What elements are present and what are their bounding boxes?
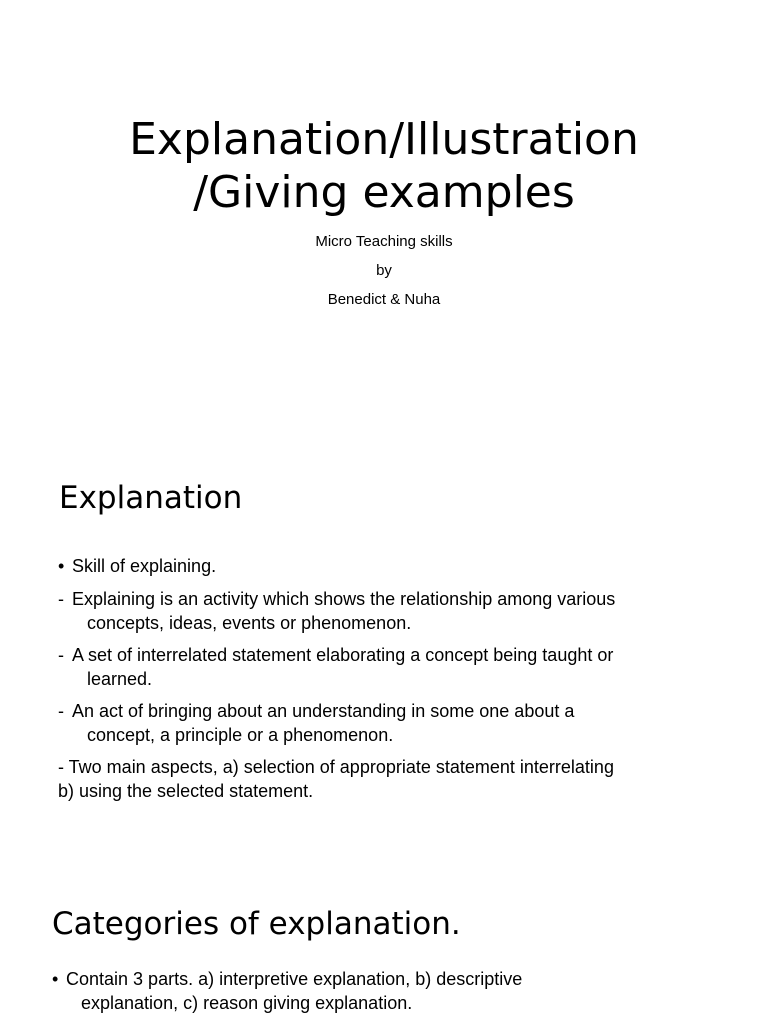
slide-title-line-1: Explanation/Illustration: [129, 114, 639, 165]
list-item-text: An act of bringing about an understanding in some one about a: [72, 701, 575, 721]
bullet-marker: •: [58, 556, 65, 576]
subtitle-line-2: by: [376, 262, 392, 279]
list-item: [58, 643, 718, 691]
list-item-text: A set of interrelated statement elaborating a concept being taught or: [72, 645, 614, 665]
list-item-text: Explaining is an activity which shows the relationship among various: [72, 589, 616, 609]
list-item-text: Contain 3 parts. a) interpretive explanation, b) descriptive: [66, 969, 523, 989]
subtitle-line-1: Micro Teaching skills: [315, 233, 453, 250]
list-item-text-continued: concepts, ideas, events or phenomenon.: [87, 613, 412, 633]
dash-marker: -: [58, 701, 64, 721]
list-item: [58, 554, 718, 578]
list-item: [58, 587, 718, 635]
list-item-text-continued: concept, a principle or a phenomenon.: [87, 725, 394, 745]
slide-title: [0, 113, 768, 219]
slide-title-line-2: /Giving examples: [193, 167, 575, 218]
list-item: [52, 967, 712, 1015]
dash-marker: -: [58, 589, 64, 609]
list-item-text-continued: learned.: [87, 669, 153, 689]
dash-marker: -: [58, 645, 64, 665]
list-item-text-continued: explanation, c) reason giving explanation.: [81, 993, 413, 1013]
section-heading-categories: Categories of explanation.: [52, 906, 461, 942]
paragraph: [58, 755, 718, 803]
list-item-text: Skill of explaining.: [72, 556, 217, 576]
subtitle-line-3: Benedict & Nuha: [327, 291, 441, 308]
bullet-marker: •: [52, 969, 59, 989]
paragraph-line-1: - Two main aspects, a) selection of appropriate statement interrelating: [58, 757, 614, 777]
paragraph-line-2: b) using the selected statement.: [58, 781, 314, 801]
list-item: [58, 699, 718, 747]
section-heading-explanation: Explanation: [59, 480, 243, 516]
